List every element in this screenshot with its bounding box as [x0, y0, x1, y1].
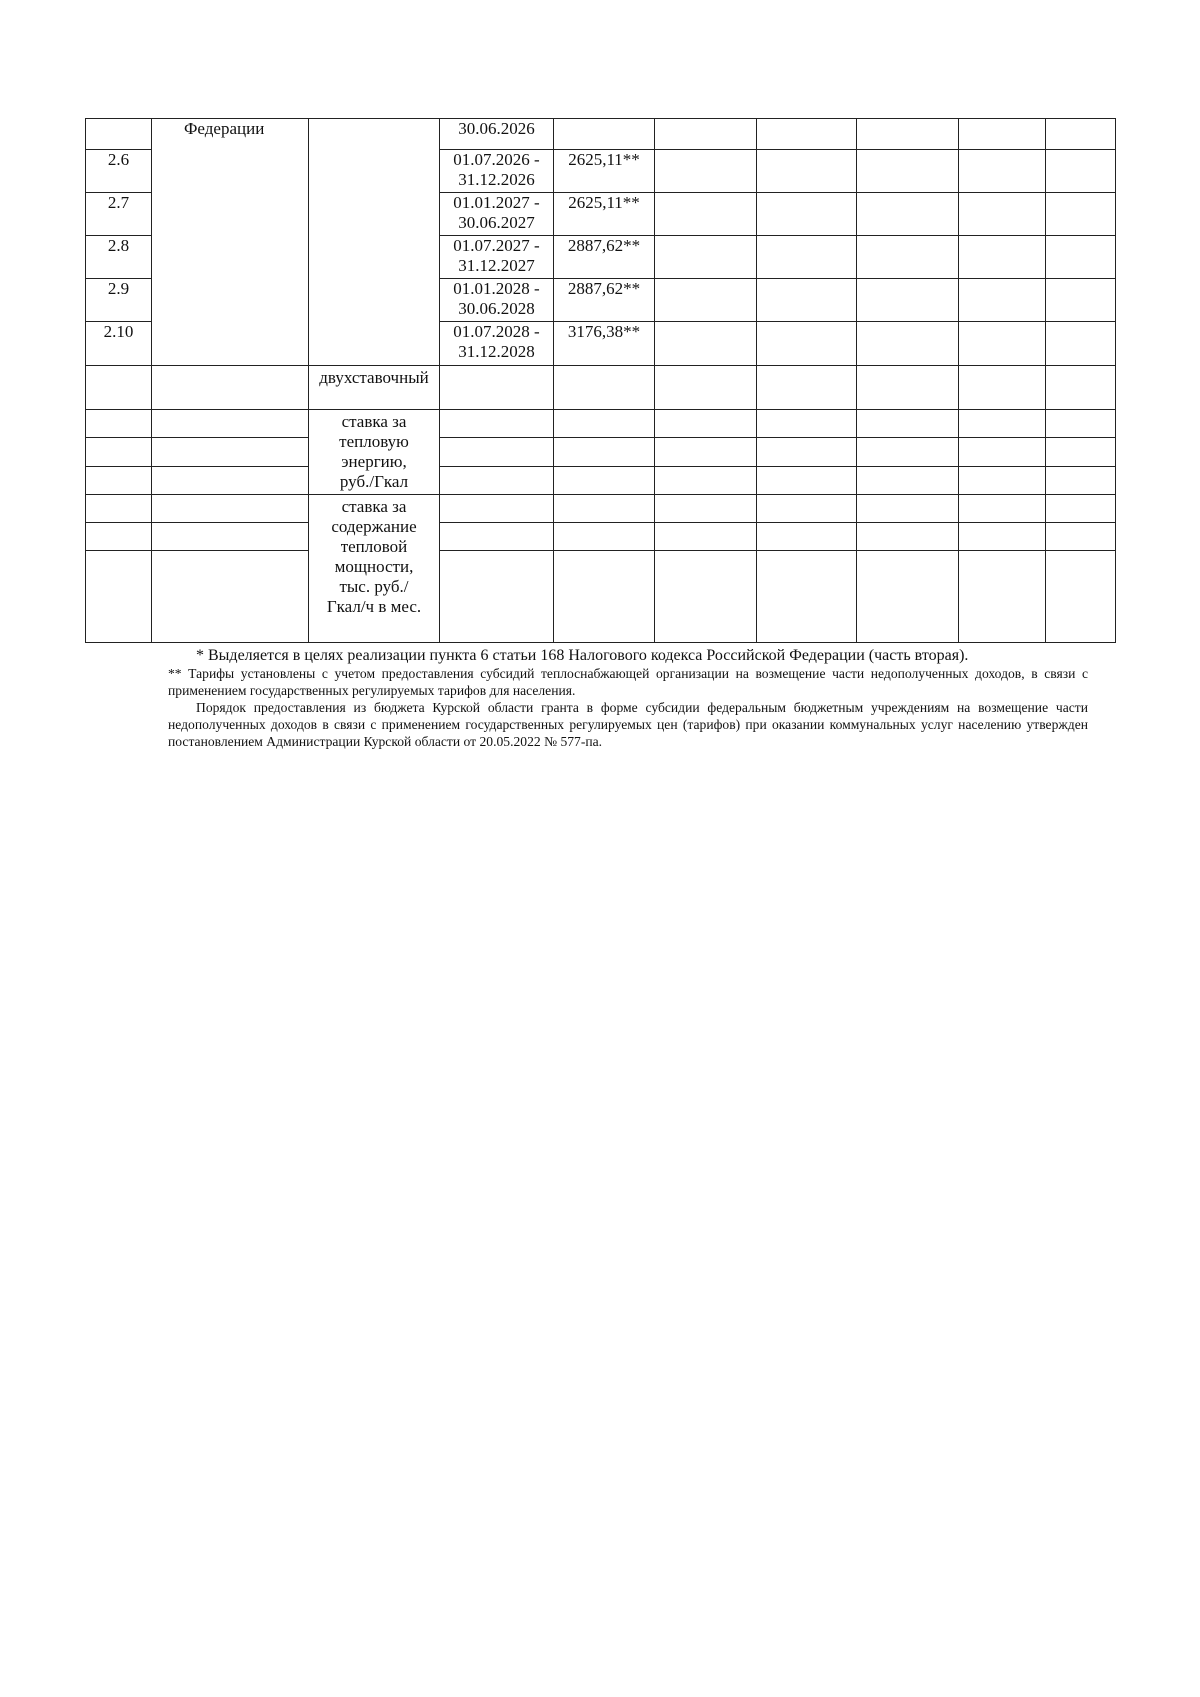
empty-cell: [959, 523, 1046, 551]
heat-rate-label: ставка за тепловую энергию, руб./Гкал: [309, 410, 440, 495]
empty-cell: [440, 466, 554, 494]
period-end: 31.12.2027: [458, 256, 535, 275]
period-cell: [440, 322, 554, 366]
empty-cell: [655, 366, 757, 410]
empty-cell: [655, 279, 757, 322]
period-cell: [440, 150, 554, 193]
empty-cell: [554, 523, 655, 551]
empty-cell: [857, 438, 959, 466]
tariff-value: 2625,11**: [554, 193, 655, 236]
empty-cell: [655, 150, 757, 193]
empty-cell: [959, 466, 1046, 494]
empty-cell: [1046, 322, 1116, 366]
empty-cell: [757, 236, 857, 279]
empty-cell: [1046, 236, 1116, 279]
footnote-procedure: Порядок предоставления из бюджета Курской области гранта в форме субсидии федеральным бюджетным учреждениям на возмещение части недополученных доходов в связи с применением государственных регулируемых цен (тарифов) при оказании коммунальных услуг населению утвержден постановлением Администрации Курской области от 20.05.2022 № 577-па.: [168, 700, 1088, 749]
empty-cell: [152, 466, 309, 494]
two-part-tariff-label: двухставочный: [309, 366, 440, 410]
table-row: [86, 551, 1116, 643]
tariff-value: 2887,62**: [554, 236, 655, 279]
period-start: 01.07.2028 -: [453, 322, 540, 341]
empty-cell: [655, 322, 757, 366]
empty-cell: [655, 495, 757, 523]
empty-cell: [655, 438, 757, 466]
table-row: [86, 410, 1116, 438]
empty-cell: [440, 551, 554, 643]
empty-cell: [1046, 410, 1116, 438]
empty-cell: [857, 119, 959, 150]
empty-cell: [959, 150, 1046, 193]
empty-cell: [857, 279, 959, 322]
empty-cell: [857, 495, 959, 523]
value-cell: [554, 119, 655, 150]
empty-cell: [440, 366, 554, 410]
empty-cell: [554, 366, 655, 410]
empty-cell: [959, 236, 1046, 279]
empty-cell: [857, 551, 959, 643]
empty-cell: [440, 438, 554, 466]
empty-cell: [554, 466, 655, 494]
table-row: [86, 466, 1116, 494]
empty-cell: [1046, 279, 1116, 322]
empty-cell: [1046, 119, 1116, 150]
empty-cell: [655, 466, 757, 494]
empty-cell: [1046, 551, 1116, 643]
empty-cell: [857, 523, 959, 551]
period-cell: [440, 236, 554, 279]
empty-cell: [86, 495, 152, 523]
empty-cell: [959, 551, 1046, 643]
empty-cell: [554, 438, 655, 466]
organization-cell: [152, 119, 309, 366]
row-number: 2.7: [86, 193, 152, 236]
empty-cell: [86, 551, 152, 643]
empty-cell: [86, 366, 152, 410]
tariff-type-cell: [309, 119, 440, 366]
empty-cell: [757, 466, 857, 494]
empty-cell: [757, 150, 857, 193]
empty-cell: [554, 495, 655, 523]
tariff-value: 2887,62**: [554, 279, 655, 322]
table-row: [86, 495, 1116, 523]
empty-cell: [152, 438, 309, 466]
period-cell: [440, 119, 554, 150]
period-start: 01.07.2026 -: [453, 150, 540, 169]
empty-cell: [152, 523, 309, 551]
empty-cell: [757, 119, 857, 150]
empty-cell: [757, 366, 857, 410]
tariff-table: [85, 118, 1116, 643]
row-number: 2.8: [86, 236, 152, 279]
empty-cell: [959, 410, 1046, 438]
empty-cell: [857, 366, 959, 410]
empty-cell: [655, 119, 757, 150]
tariff-value: 2625,11**: [554, 150, 655, 193]
empty-cell: [440, 495, 554, 523]
empty-cell: [554, 551, 655, 643]
empty-cell: [1046, 150, 1116, 193]
table-row: [86, 523, 1116, 551]
empty-cell: [857, 466, 959, 494]
empty-cell: [655, 236, 757, 279]
empty-cell: [86, 410, 152, 438]
empty-cell: [857, 193, 959, 236]
period-start: 01.07.2027 -: [453, 236, 540, 255]
footnotes: [168, 646, 1088, 750]
footnote-vat: * Выделяется в целях реализации пункта 6 статьи 168 Налогового кодекса Российской Федерации (часть вторая).: [196, 647, 969, 664]
empty-cell: [152, 410, 309, 438]
empty-cell: [959, 322, 1046, 366]
empty-cell: [440, 410, 554, 438]
empty-cell: [1046, 438, 1116, 466]
empty-cell: [959, 366, 1046, 410]
capacity-rate-label: ставка за содержание тепловой мощности, тыс. руб./Гкал/ч в мес.: [309, 495, 440, 643]
empty-cell: [959, 119, 1046, 150]
empty-cell: [152, 495, 309, 523]
period-cell: [440, 193, 554, 236]
empty-cell: [1046, 466, 1116, 494]
empty-cell: [1046, 193, 1116, 236]
period-start: 01.01.2028 -: [453, 279, 540, 298]
row-number: 2.9: [86, 279, 152, 322]
row-number: 2.10: [86, 322, 152, 366]
empty-cell: [857, 150, 959, 193]
empty-cell: [440, 523, 554, 551]
empty-cell: [655, 551, 757, 643]
empty-cell: [757, 495, 857, 523]
period-end: 31.12.2028: [458, 342, 535, 361]
empty-cell: [857, 236, 959, 279]
empty-cell: [757, 438, 857, 466]
empty-cell: [757, 410, 857, 438]
period-end: 30.06.2028: [458, 299, 535, 318]
empty-cell: [959, 438, 1046, 466]
period-cell: [440, 279, 554, 322]
empty-cell: [655, 410, 757, 438]
empty-cell: [857, 322, 959, 366]
empty-cell: [86, 523, 152, 551]
footnote-subsidy: ** Тарифы установлены с учетом предоставления субсидий теплоснабжающей организации на возмещение части недополученных доходов, в связи с применением государственных регулируемых тарифов для населения.: [168, 666, 1088, 698]
empty-cell: [554, 410, 655, 438]
empty-cell: [857, 410, 959, 438]
table-row: [86, 438, 1116, 466]
empty-cell: [1046, 366, 1116, 410]
period-end: 30.06.2026: [458, 119, 535, 138]
row-number: [86, 119, 152, 150]
empty-cell: [86, 438, 152, 466]
empty-cell: [1046, 495, 1116, 523]
empty-cell: [655, 193, 757, 236]
empty-cell: [1046, 523, 1116, 551]
period-start: 01.01.2027 -: [453, 193, 540, 212]
empty-cell: [757, 279, 857, 322]
organization-name: Федерации: [184, 119, 265, 138]
empty-cell: [152, 551, 309, 643]
row-number: 2.6: [86, 150, 152, 193]
empty-cell: [757, 551, 857, 643]
period-end: 30.06.2027: [458, 213, 535, 232]
period-end: 31.12.2026: [458, 170, 535, 189]
empty-cell: [757, 193, 857, 236]
empty-cell: [757, 523, 857, 551]
empty-cell: [655, 523, 757, 551]
empty-cell: [959, 193, 1046, 236]
empty-cell: [757, 322, 857, 366]
empty-cell: [152, 366, 309, 410]
empty-cell: [959, 495, 1046, 523]
empty-cell: [959, 279, 1046, 322]
table-row: [86, 366, 1116, 410]
table-row: [86, 119, 1116, 150]
empty-cell: [86, 466, 152, 494]
tariff-value: 3176,38**: [554, 322, 655, 366]
